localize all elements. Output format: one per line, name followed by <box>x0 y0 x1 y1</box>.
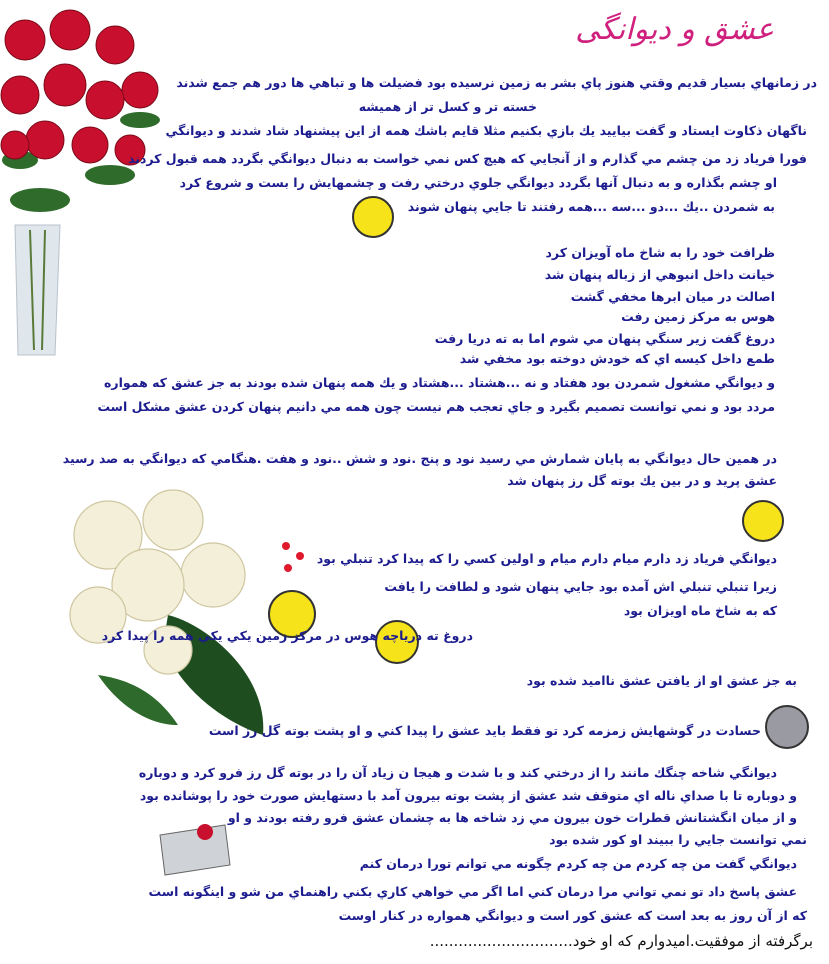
alien-smiley-icon <box>765 705 809 749</box>
grinning-smiley-icon <box>742 500 784 542</box>
story-line: طمع داخل كيسه اي كه خودش دوخته بود مخفي شد <box>459 351 775 366</box>
story-line: در همين حال ديوانگي به پايان شمارش مي رسيد نود و پنج .نود و شش ..نود و هفت .هنگامي كه ديوانگي به صد رسيد <box>62 451 777 466</box>
white-roses-image <box>38 475 278 745</box>
story-line: خسته تر و كسل تر از هميشه <box>358 99 537 114</box>
story-line: و از ميان انگشتانش قطرات خون بيرون مي زد شاخه ها به چشمان عشق فرو رفته بودند و او <box>227 810 797 825</box>
story-line: ناگهان ذكاوت ايستاد و گفت بياييد يك بازي بكنيم مثلا قايم باشك همه از اين پيشنهاد شاد شدند و ديوانگي <box>165 123 807 138</box>
story-line: خيانت داخل انبوهي از زباله پنهان شد <box>544 267 775 282</box>
story-line: دروغ ته درياچه هوس در مركز زمين يكي يكي همه را پيدا كرد <box>101 628 473 643</box>
story-line: دروغ گفت زير سنگي پنهان مي شوم اما به ته دريا رفت <box>434 331 775 346</box>
story-line: به شمردن ..يك ...دو ...سه ...همه رفتند تا جايي پنهان شوند <box>407 199 775 214</box>
story-line: عشق پاسخ داد تو نمي تواني مرا درمان كني اما اگر مي خواهي كاري بكني راهنماي من شو و اينگونه است <box>148 884 797 899</box>
story-line: حسادت در گوشهايش زمزمه كرد تو فقط بايد عشق را پيدا كني و او پشت بوته گل رز است <box>208 723 761 738</box>
story-line: هوس به مركز زمين رفت <box>621 309 775 324</box>
story-line: كه به شاخ ماه اويزان بود <box>623 603 777 618</box>
story-line: ديوانگي شاخه چنگك مانند را از درختي كند و با شدت و هيجا ن زياد آن را در بوته گل رز فرو كرد و دوباره <box>138 765 777 780</box>
hearts-icon <box>276 538 312 578</box>
footer-note: برگرفته از موفقيت.اميدوارم كه او خود.............................. <box>429 932 813 950</box>
story-line: و دوباره تا با صداي ناله اي متوقف شد عشق از پشت بوته بيرون آمد با دستهايش صورت خود را پوشانده بود <box>139 788 797 803</box>
story-line: او چشم بگذاره و به دنبال آنها بگردد ديوانگي جلوي درختي رفت و چشمهايش را بست و شروع كرد <box>179 175 777 190</box>
story-line: كه از آن روز به بعد است كه عشق كور است و ديوانگي همواره در كنار اوست <box>338 908 807 923</box>
story-line: و ديوانگي مشغول شمردن بود هفتاد و نه ...هشتاد ...هشتاد و يك همه پنهان شده بودند به جز عشق كه همواره <box>104 375 775 390</box>
story-line: ديوانگي فرياد زد دارم ميام دارم ميام و اولين كسي را كه پيدا كرد تنبلي بود <box>316 551 777 566</box>
story-line: مردد بود و نمي توانست تصميم بگيرد و جاي تعجب هم نيست چون همه مي دانيم پنهان كردن عشق مشكل است <box>97 399 775 414</box>
story-line: فورا فرياد زد من چشم مي گذارم و از آنجايي كه هيچ كس نمي خواست به دنبال ديوانگي بگردد همه قبول كردند <box>128 151 807 166</box>
story-line: اصالت در ميان ابرها مخفي گشت <box>570 289 775 304</box>
red-roses-image <box>0 0 175 365</box>
story-line: نمي توانست جايي را ببيند او كور شده بود <box>549 832 807 847</box>
story-line: ديوانگي گفت من چه كردم من چه كردم چگونه مي توانم تورا درمان كنم <box>359 856 797 871</box>
story-line: عشق پريد و در بين يك بوته گل رز پنهان شد <box>507 473 777 488</box>
story-line: به جز عشق او از يافتن عشق نااميد شده بود <box>526 673 797 688</box>
story-line: ظرافت خود را به شاخ ماه آويزان كرد <box>545 245 775 260</box>
story-line: زيرا تنبلي تنبلي اش آمده بود جايي پنهان شود و لطافت را يافت <box>384 579 777 594</box>
rose-card-icon <box>150 810 240 880</box>
story-line: در زمانهاي بسيار قديم وقتي هنوز پاي بشر به زمين نرسيده بود فضيلت ها و تباهي ها دور هم جمع شدند <box>176 75 817 90</box>
hiding-smiley-icon <box>352 196 394 238</box>
page-title: عشق و ديوانگی <box>575 12 774 47</box>
